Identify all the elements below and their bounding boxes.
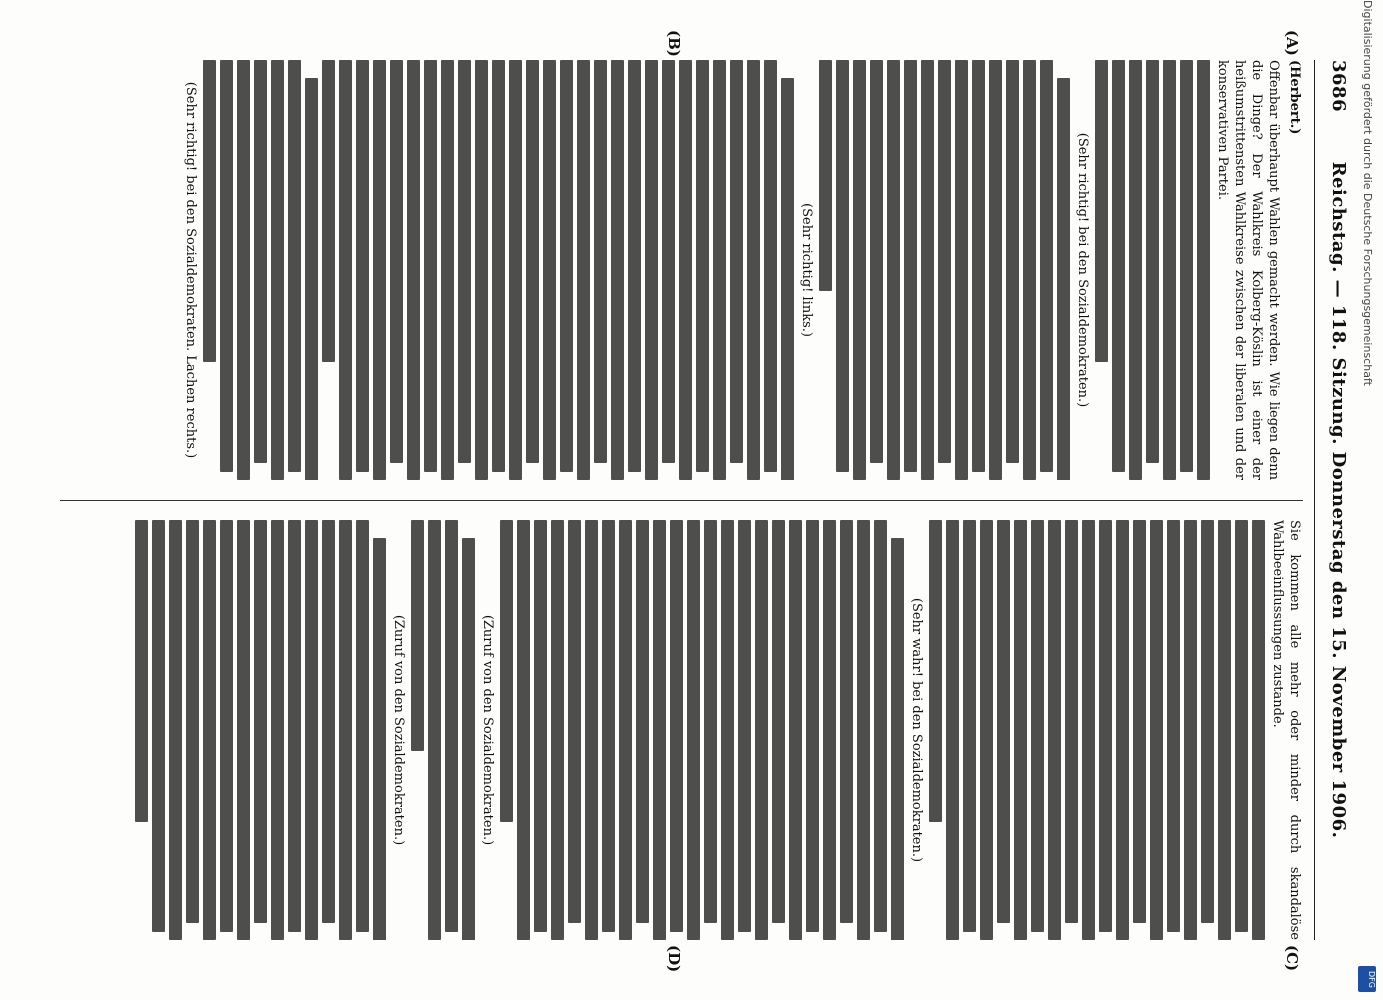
illegible-text-block [411,520,475,940]
margin-marker-d: (D) [665,945,683,973]
digitization-credit [1352,0,1383,1000]
interjection: (Zuruf von den Sozialdemokraten.) [391,614,406,846]
page-title: Reichstag. — 118. Sitzung. Donnerstag den 15. November 1906. [1328,161,1349,839]
left-text-column [60,60,1303,480]
illegible-text-block [1095,60,1210,480]
interjection: (Zuruf von den Sozialdemokraten.) [480,614,495,846]
header-rule [1314,60,1315,940]
interjection: (Sehr wahr! bei den Sozialdemokraten.) [909,597,924,863]
illegible-text-block [819,60,1070,480]
interjection: (Sehr richtig! links.) [799,203,814,337]
margin-marker-a: (A) [1283,30,1301,56]
illegible-text-block [135,520,386,940]
paragraph: Sie kommen alle mehr oder minder durch skandalöse Wahlbeeinflussungen zustande. [1270,520,1302,940]
dfg-logo: DFG [1358,966,1376,992]
interjection: (Sehr richtig! bei den Sozialdemokraten.) [1075,132,1090,408]
interjection: (Sehr richtig! bei den Sozialdemokraten. Lachen rechts.) [183,81,198,459]
margin-marker-c: (C) [1283,945,1301,972]
credit-text: Digitalisierung gefördert durch die Deutsche Forschungsgemeinschaft [1361,0,1374,386]
page-header [1319,60,1349,940]
illegible-text-block [929,520,1265,940]
margin-marker-b: (B) [665,30,683,57]
right-text-column [60,520,1303,940]
paragraph: Offenbar überhaupt Wahlen gemacht werden. Wie liegen denn die Dinge? Der Wahlkreis Kolberg-Köslin ist einer der heißumstrittensten Wahlkreise zwischen der liberalen und der konservativen Partei. [1215,60,1281,480]
speaker-name: (Herbert.) [1287,60,1302,135]
column-divider [60,500,1303,501]
illegible-text-block [203,60,794,480]
page-number: 3686 [1328,60,1349,113]
illegible-text-block [500,520,904,940]
